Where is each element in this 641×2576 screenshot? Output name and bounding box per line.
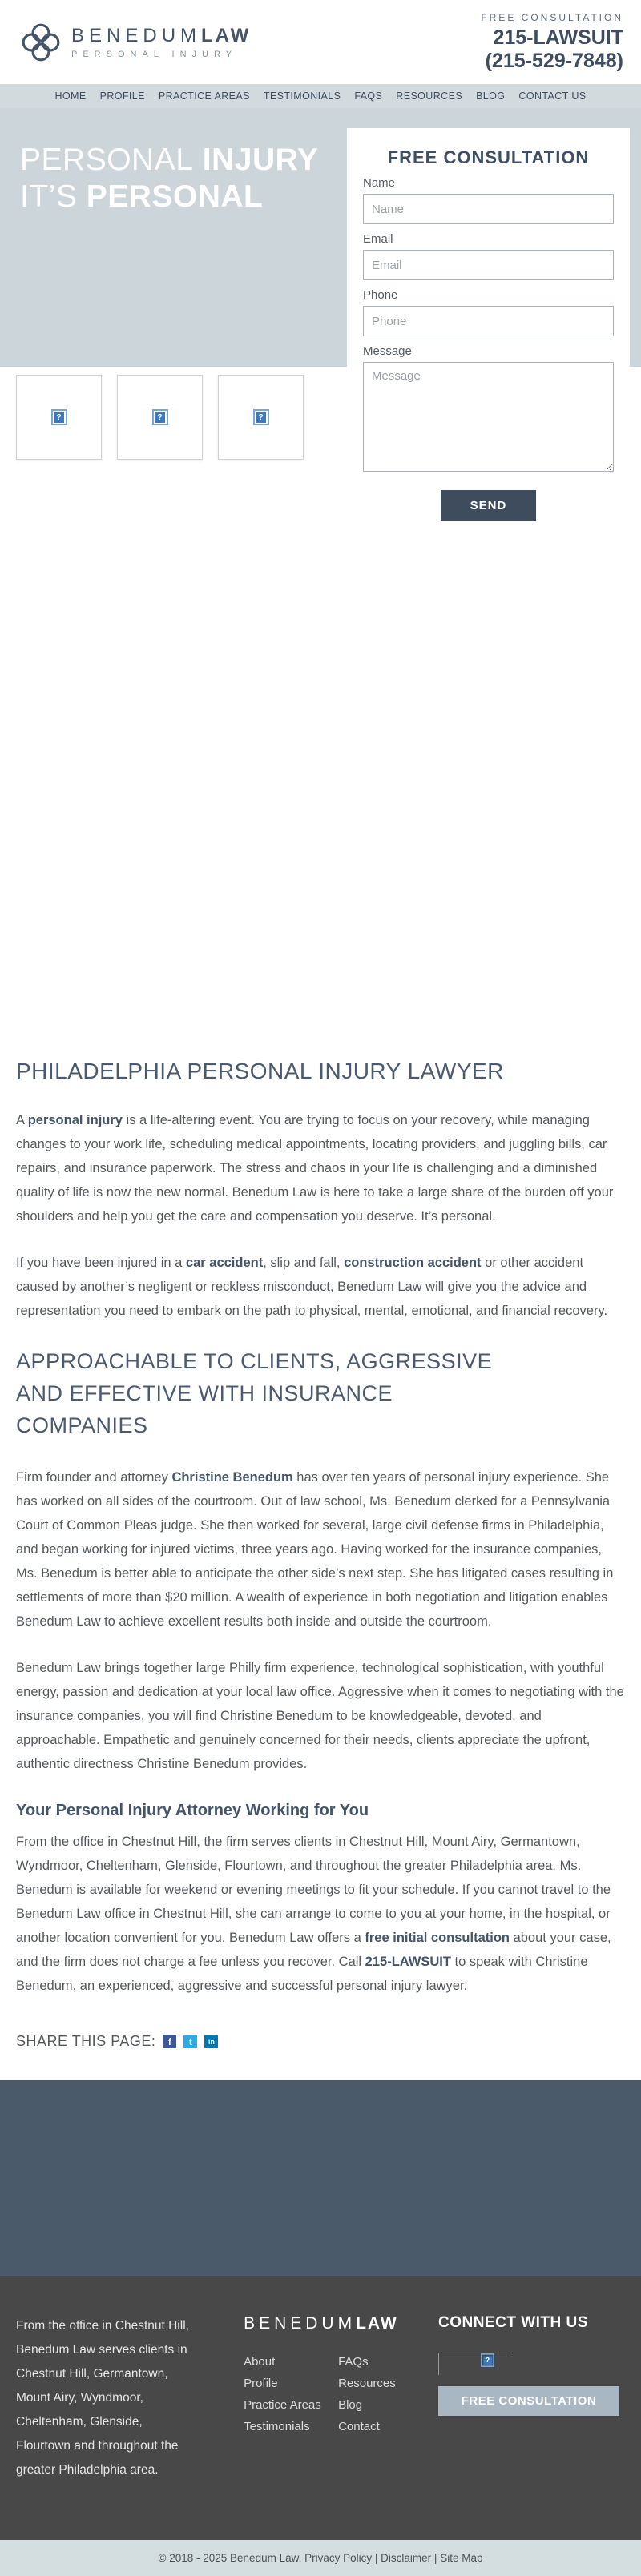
footer-link-list-1 (244, 2351, 338, 2437)
brand-tagline: PERSONAL INJURY (71, 50, 238, 59)
footer-link-contact[interactable]: Contact (338, 2420, 380, 2433)
hero-banner (0, 108, 641, 512)
phone-field[interactable] (363, 306, 614, 336)
facebook-icon[interactable]: f (163, 2035, 176, 2048)
brand-logo[interactable] (20, 22, 251, 63)
name-field[interactable] (363, 194, 614, 224)
brand-name (71, 25, 251, 47)
accident-types-paragraph: If you have been injured in a car accident, slip and fall, construction accident or other accident caused by another’s negligent or reckless misconduct, Benedum Law will give you the advice and representation you need to embark on the path to physical, mental, emotional, and financial recovery. (16, 1256, 608, 1318)
disclaimer-link[interactable]: Disclaimer (381, 2552, 432, 2564)
service-area-paragraph: From the office in Chestnut Hill, the firm serves clients in Chestnut Hill, Mount Airy, Germantown, Wyndmoor, Cheltenham, Glenside, Flourtown, and throughout the greater Philadelphia area. Ms. Benedum is available for weekend or evening meetings to fit your schedule. If you cannot travel to the Benedum Law office in Chestnut Hill, she can arrange to come to you at your home, in the hospital, or another location convenient for you. Benedum Law offers a free initial consultation about your case, and the firm does not charge a fee unless you recover. Call 215-LAWSUIT to speak with Christine Benedum, an experienced, aggressive and successful personal injury lawyer. (16, 1835, 611, 1993)
email-label: Email (363, 232, 393, 246)
copyright-text: © 2018 - 2025 Benedum Law. (158, 2552, 305, 2564)
footer-link-profile[interactable]: Profile (244, 2377, 278, 2390)
nav-home[interactable]: HOME (54, 90, 87, 102)
broken-image-icon: ? (481, 2353, 494, 2367)
brand-word-law: LAW (201, 25, 252, 46)
attorney-experience-paragraph: Firm founder and attorney Christine Benedum has over ten years of personal injury experience. She has worked on all sides of the courtroom. Out of law school, Ms. Benedum clerked for a Pennsylvania Court of Common Pleas judge. She then worked for several, large civil defense firms in Philadelphia, and began working for injured victims, three years ago. Having worked for the insurance companies, Ms. Benedum is better able to anticipate the other side’s next step. She has litigated cases resulting in settlements of more than $20 million. A wealth of experience in both negotiation and litigation enables Benedum Law to achieve excellent results both inside and outside the courtroom. (16, 1470, 614, 1629)
footer-link-about[interactable]: About (244, 2355, 276, 2369)
nav-blog[interactable]: BLOG (476, 90, 506, 102)
email-field[interactable] (363, 250, 614, 280)
message-label: Message (363, 344, 412, 358)
site-footer (0, 2276, 641, 2540)
broken-image-icon: ? (152, 409, 168, 425)
footer-free-consultation-button[interactable]: FREE CONSULTATION (438, 2386, 619, 2416)
main-nav (0, 84, 641, 108)
linkedin-icon[interactable]: in (204, 2035, 218, 2048)
twitter-icon[interactable]: t (183, 2035, 197, 2048)
footer-link-faqs[interactable]: FAQs (338, 2355, 369, 2369)
brand-word-benedum: BENEDUM (71, 25, 202, 46)
form-title: FREE CONSULTATION (387, 147, 590, 167)
main-content (0, 1059, 641, 2050)
page-title: PHILADELPHIA PERSONAL INJURY LAWYER (16, 1059, 504, 1083)
footer-link-practice-areas[interactable]: Practice Areas (244, 2398, 321, 2412)
footer-brand: BENEDUMLAW (244, 2314, 398, 2333)
phone-label: Phone (363, 288, 398, 302)
footer-link-testimonials[interactable]: Testimonials (244, 2420, 310, 2433)
benedum-clover-logo-icon (20, 22, 62, 63)
firm-qualities-paragraph: Benedum Law brings together large Philly firm experience, technological sophistication, with youthful energy, passion and dedication at your local law office. Aggressive when it comes to negotiating with the insurance companies, you will find Christine Benedum to be knowledgeable, devoted, and approachable. Empathetic and genuinely concerned for their needs, clients appreciate the upfront, authentic directness Christine Benedum provides. (16, 1661, 624, 1771)
nav-contact-us[interactable]: CONTACT US (518, 90, 587, 102)
hero-line-2: IT’S PERSONAL (20, 179, 264, 214)
nav-faqs[interactable]: FAQS (354, 90, 383, 102)
name-label: Name (363, 176, 396, 190)
footer-link-list-2 (338, 2351, 396, 2437)
nav-profile[interactable]: PROFILE (99, 90, 145, 102)
privacy-policy-link[interactable]: Privacy Policy (304, 2552, 373, 2564)
site-map-link[interactable]: Site Map (440, 2552, 483, 2564)
broken-image-icon: ? (51, 409, 67, 425)
share-label: SHARE THIS PAGE: (16, 2033, 156, 2049)
nav-testimonials[interactable]: TESTIMONIALS (263, 90, 341, 102)
badge-placeholder-2 (117, 375, 203, 460)
footer-link-blog[interactable]: Blog (338, 2398, 363, 2412)
header-free-consultation-label: FREE CONSULTATION (481, 11, 623, 23)
header-contact (481, 12, 623, 73)
section-heading-approachable: APPROACHABLE TO CLIENTS, AGGRESSIVE AND EFFECTIVE WITH INSURANCE COMPANIES (16, 1349, 493, 1437)
nav-resources[interactable]: RESOURCES (396, 90, 463, 102)
connect-heading: CONNECT WITH US (437, 2314, 588, 2331)
footer-links-column (244, 2314, 438, 2540)
map-banner-placeholder (0, 2080, 641, 2276)
footer-connect-column (438, 2314, 625, 2540)
footer-link-resources[interactable]: Resources (338, 2377, 396, 2390)
copyright-bar: © 2018 - 2025 Benedum Law. Privacy Policy | Disclaimer | Site Map (0, 2540, 641, 2576)
nav-practice-areas[interactable]: PRACTICE AREAS (158, 90, 250, 102)
intro-paragraph: A personal injury is a life-altering event. You are trying to focus on your recovery, while managing changes to your work life, scheduling medical appointments, locating providers, and juggling bills, car repairs, and insurance paperwork. The stress and chaos in your life is challenging and a diminished quality of life is now the new normal. Benedum Law is here to take a large share of the burden off your shoulders and help you get the care and compensation you deserve. It’s personal. (16, 1113, 614, 1224)
subsection-heading-working-for-you: Your Personal Injury Attorney Working for You (16, 1802, 369, 1819)
empty-content-gap (0, 460, 641, 1059)
badge-placeholder-3 (218, 375, 304, 460)
hero-line-1: PERSONAL INJURY (20, 143, 319, 177)
brand-text (71, 25, 251, 59)
footer-about-text: From the office in Chestnut Hill, Benedum Law serves clients in Chestnut Hill, Germantown, Mount Airy, Wyndmoor, Cheltenham, Glenside, Flourtown and throughout the greater Philadelphia area. (16, 2319, 189, 2477)
free-consultation-form (347, 128, 630, 544)
broken-image-icon: ? (253, 409, 269, 425)
form-actions (363, 490, 614, 521)
phone-vanity-link[interactable]: 215-LAWSUIT (493, 26, 623, 49)
site-header (0, 0, 641, 84)
share-row (16, 2033, 625, 2050)
footer-link-lists (244, 2351, 438, 2437)
send-button[interactable]: SEND (441, 490, 537, 521)
footer-about-column (16, 2314, 197, 2540)
footer-social-placeholder (438, 2353, 512, 2375)
badge-placeholder-1 (16, 375, 102, 460)
message-field[interactable] (363, 362, 614, 472)
phone-number-link[interactable]: (215-529-7848) (485, 49, 623, 72)
